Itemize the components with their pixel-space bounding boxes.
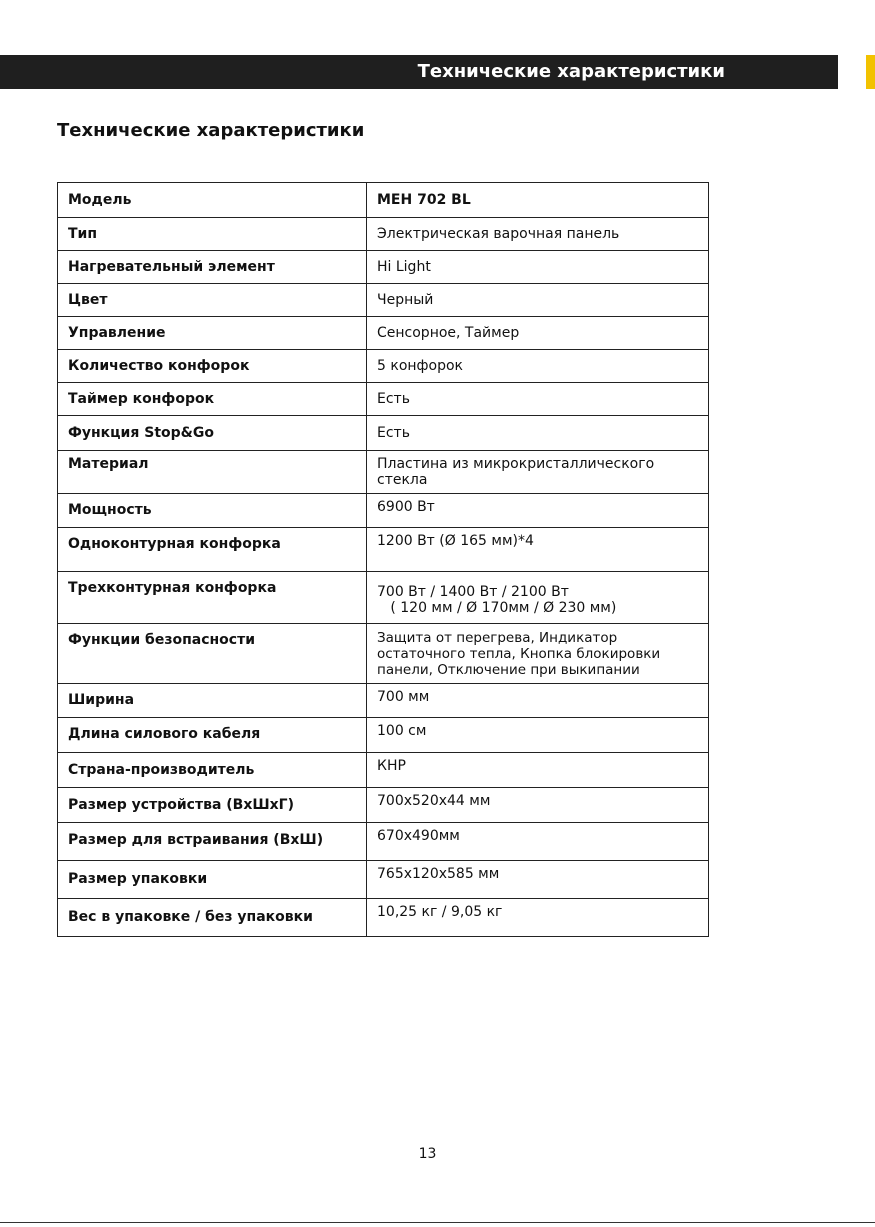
table-row	[58, 823, 709, 861]
spec-label: Таймер конфорок	[58, 383, 367, 416]
spec-value: Черный	[367, 284, 709, 317]
spec-value: 1200 Вт (Ø 165 мм)*4	[367, 528, 709, 572]
spec-label: Страна-производитель	[58, 753, 367, 788]
spec-value: 700 Вт / 1400 Вт / 2100 Вт ( 120 мм / Ø 170мм / Ø 230 мм)	[367, 572, 709, 624]
spec-label: Тип	[58, 218, 367, 251]
spec-label: Размер упаковки	[58, 861, 367, 899]
table-row	[58, 861, 709, 899]
spec-label: Размер устройства (ВхШхГ)	[58, 788, 367, 823]
spec-value: 700 мм	[367, 684, 709, 718]
table-row	[58, 218, 709, 251]
spec-value: Пластина из микрокристаллического стекла	[367, 451, 709, 494]
spec-label: Ширина	[58, 684, 367, 718]
spec-value: 6900 Вт	[367, 494, 709, 528]
spec-label: Материал	[58, 451, 367, 494]
spec-label: Вес в упаковке / без упаковки	[58, 899, 367, 937]
spec-label: Функция Stop&Go	[58, 416, 367, 451]
spec-label: Одноконтурная конфорка	[58, 528, 367, 572]
side-tab-marker	[866, 55, 875, 89]
spec-value: Есть	[367, 383, 709, 416]
spec-label: Функции безопасности	[58, 624, 367, 684]
table-row	[58, 350, 709, 383]
spec-value: КНР	[367, 753, 709, 788]
header-title: Технические характеристики	[417, 61, 725, 82]
table-row	[58, 494, 709, 528]
spec-label: Длина силового кабеля	[58, 718, 367, 753]
table-row	[58, 718, 709, 753]
specs-table	[57, 182, 709, 937]
spec-label: Размер для встраивания (ВхШ)	[58, 823, 367, 861]
table-row	[58, 624, 709, 684]
table-row	[58, 753, 709, 788]
spec-label: Количество конфорок	[58, 350, 367, 383]
spec-value: 10,25 кг / 9,05 кг	[367, 899, 709, 937]
spec-label: Модель	[58, 183, 367, 218]
spec-value: 765x120x585 мм	[367, 861, 709, 899]
spec-value: MEH 702 BL	[367, 183, 709, 218]
spec-value: 100 см	[367, 718, 709, 753]
table-row	[58, 251, 709, 284]
spec-value: 700x520x44 мм	[367, 788, 709, 823]
table-row	[58, 416, 709, 451]
spec-label: Управление	[58, 317, 367, 350]
bottom-divider	[0, 1222, 875, 1223]
table-row	[58, 183, 709, 218]
spec-value: Электрическая варочная панель	[367, 218, 709, 251]
page-number: 13	[418, 1146, 437, 1162]
table-row	[58, 572, 709, 624]
spec-value: Защита от перегрева, Индикатор остаточного тепла, Кнопка блокировки панели, Отключение при выкипании	[367, 624, 709, 684]
spec-value: 670x490мм	[367, 823, 709, 861]
table-row	[58, 899, 709, 937]
spec-value: Hi Light	[367, 251, 709, 284]
table-row	[58, 317, 709, 350]
spec-label: Мощность	[58, 494, 367, 528]
table-row	[58, 528, 709, 572]
table-row	[58, 451, 709, 494]
spec-value: Сенсорное, Таймер	[367, 317, 709, 350]
table-row	[58, 284, 709, 317]
section-title: Технические характеристики	[57, 120, 365, 141]
header-bar	[0, 55, 838, 89]
spec-label: Трехконтурная конфорка	[58, 572, 367, 624]
spec-label: Нагревательный элемент	[58, 251, 367, 284]
spec-value: 5 конфорок	[367, 350, 709, 383]
table-row	[58, 383, 709, 416]
spec-label: Цвет	[58, 284, 367, 317]
table-row	[58, 788, 709, 823]
table-row	[58, 684, 709, 718]
spec-value: Есть	[367, 416, 709, 451]
